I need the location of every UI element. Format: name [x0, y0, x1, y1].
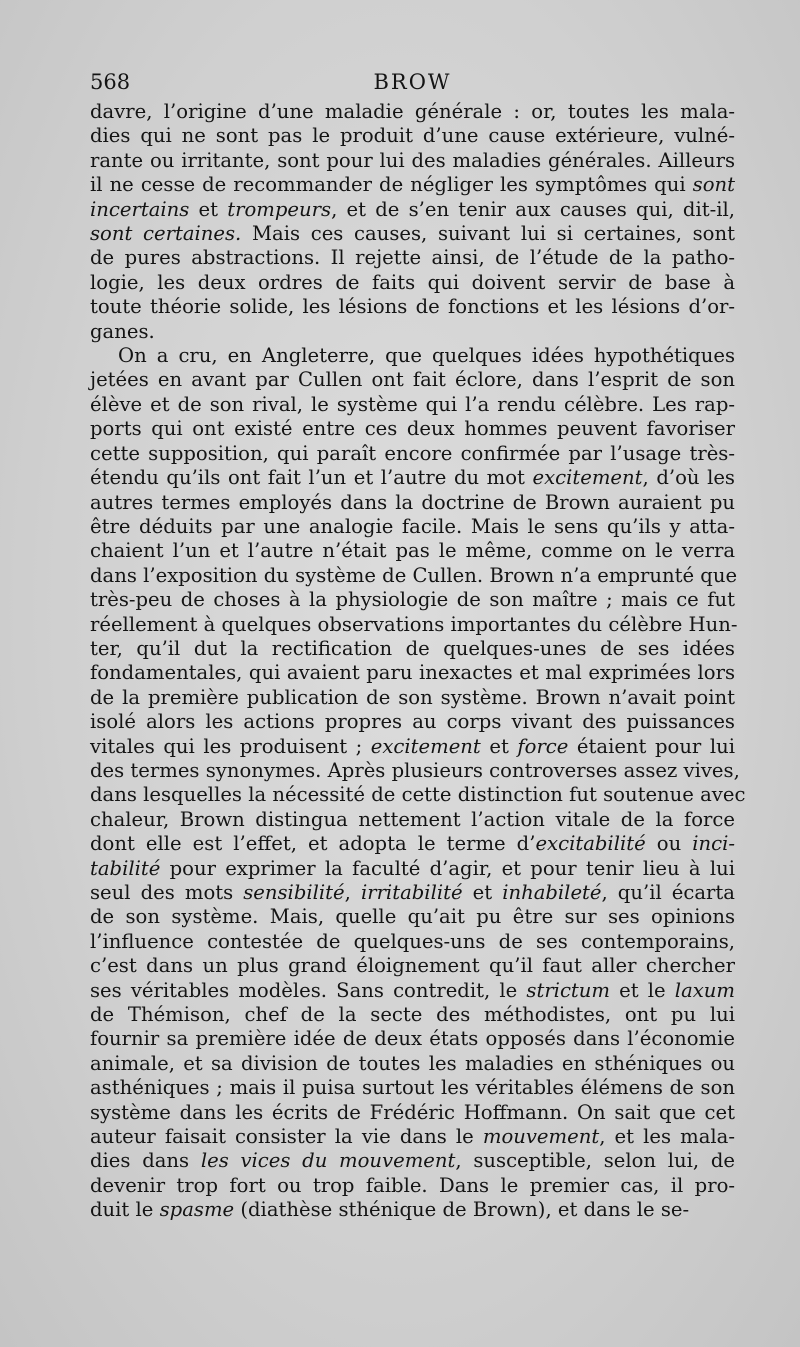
text-line	[90, 563, 738, 588]
text-segment: chaleur, Brown distingua nettement l’action vitale de la force	[90, 807, 735, 831]
text-segment: logie, les deux ordres de faits qui doivent servir de base à	[90, 270, 735, 294]
text-line	[90, 1101, 735, 1125]
text-line	[90, 783, 746, 807]
text-segment: et	[480, 734, 518, 758]
text-line	[90, 905, 735, 929]
text-line	[90, 1052, 735, 1076]
italic-text: irritabilité	[360, 881, 463, 904]
text-line	[90, 173, 735, 197]
text-line	[90, 368, 735, 392]
text-segment: réellement à quelques observations importantes du célèbre Hun-	[90, 612, 738, 636]
text-segment: auteur faisait consister la vie dans le	[90, 1125, 483, 1149]
text-line	[90, 246, 735, 270]
italic-text: strictum	[526, 978, 610, 1002]
text-line	[90, 881, 735, 905]
text-segment: chaient l’un et l’autre n’était pas le même, comme on le verra	[90, 539, 735, 563]
italic-text: sensibilité	[243, 881, 345, 904]
text-segment: ou	[645, 832, 693, 856]
text-segment: , et de s’en tenir aux causes qui, dit-il,	[331, 197, 735, 221]
text-segment: (diathèse sthénique de Brown), et dans le se-	[234, 1198, 690, 1222]
italic-text: trompeurs	[227, 197, 332, 221]
text-segment: dans lesquelles la nécessité de cette distinction fut soutenue avec	[90, 783, 746, 807]
text-segment: vitales qui les produisent ;	[90, 734, 371, 758]
text-segment: il ne cesse de recommander de négliger les symptômes qui	[90, 173, 693, 197]
text-line	[90, 832, 735, 856]
text-line	[90, 735, 735, 759]
text-segment: ports qui ont existé entre ces deux hommes peuvent favoriser	[90, 417, 735, 441]
text-segment: Mais ces causes, suivant lui si certaines, sont	[241, 222, 735, 246]
italic-text: inhabileté	[502, 881, 602, 904]
text-line	[90, 612, 738, 637]
text-segment: être déduits par une analogie facile. Mais le sens qu’ils y atta-	[90, 514, 735, 538]
paragraph	[90, 100, 735, 344]
text-segment: et	[462, 881, 503, 904]
text-line	[90, 100, 735, 124]
text-line	[90, 637, 735, 661]
text-line	[90, 1027, 735, 1051]
text-line	[90, 1076, 735, 1100]
text-line	[90, 1125, 735, 1149]
text-line	[90, 344, 735, 368]
text-segment: duit le	[90, 1198, 160, 1222]
text-segment: très-peu de choses à la physiologie de son maître ; mais ce fut	[90, 588, 735, 612]
text-segment: autres termes employés dans la doctrine de Brown auraient pu	[90, 490, 735, 514]
text-segment: et	[189, 197, 228, 221]
text-segment: On a cru, en Angleterre, que quelques idées hypothétiques	[118, 344, 735, 368]
text-segment: animale, et sa division de toutes les maladies en sthéniques ou	[90, 1051, 735, 1075]
text-line	[90, 808, 735, 832]
text-line	[90, 271, 735, 295]
paragraph	[90, 344, 746, 1223]
text-segment: isolé alors les actions propres au corps vivant des puissances	[90, 710, 735, 734]
text-segment: et le	[610, 978, 675, 1002]
page-header	[90, 70, 735, 100]
text-line	[90, 1174, 735, 1198]
text-line	[90, 979, 735, 1003]
italic-text: les vices du mouvement	[200, 1149, 456, 1173]
text-segment: dans l’exposition du système de Cullen. Brown n’a emprunté que	[90, 563, 738, 587]
text-line	[90, 857, 735, 881]
text-line	[90, 930, 735, 954]
italic-text: excitabilité	[535, 832, 646, 856]
text-segment: dont elle est l’effet, et adopta le terme d’	[90, 832, 536, 856]
text-segment: cette supposition, qui paraît encore confirmée par l’usage très-	[90, 441, 735, 465]
text-segment: davre, l’origine d’une maladie générale : or, toutes les mala-	[90, 100, 735, 123]
text-line	[90, 515, 735, 539]
text-line	[90, 198, 735, 222]
text-segment: fondamentales, qui avaient paru inexactes et mal exprimées lors	[90, 661, 735, 685]
text-line	[90, 758, 740, 783]
text-line	[90, 149, 735, 173]
text-segment: système dans les écrits de Frédéric Hoffmann. On sait que cet	[90, 1100, 735, 1124]
body-text	[90, 100, 746, 1223]
text-line	[90, 710, 735, 734]
text-line	[90, 393, 735, 417]
text-segment: , susceptible, selon lui, de	[455, 1149, 735, 1173]
text-segment: seul des mots	[90, 881, 244, 904]
text-segment: étaient pour lui	[568, 734, 735, 758]
text-line	[90, 1003, 735, 1027]
text-segment: de son système. Mais, quelle qu’ait pu être sur ses opinions	[90, 905, 735, 929]
text-segment: de la première publication de son système. Brown n’avait point	[90, 685, 735, 709]
text-line	[90, 954, 735, 978]
text-segment: jetées en avant par Cullen ont fait éclore, dans l’esprit de son	[90, 368, 735, 392]
text-segment: de Thémison, chef de la secte des méthodistes, ont pu lui	[90, 1003, 735, 1027]
text-line	[90, 661, 735, 685]
italic-text: sont certaines.	[90, 222, 242, 246]
text-segment: ses véritables modèles. Sans contredit, le	[90, 978, 527, 1002]
text-segment: c’est dans un plus grand éloignement qu’il faut aller chercher	[90, 954, 735, 978]
text-segment: , d’où les	[642, 466, 735, 490]
text-segment: fournir sa première idée de deux états opposés dans l’économie	[90, 1027, 735, 1051]
text-segment: de pures abstractions. Il rejette ainsi, de l’étude de la patho-	[90, 246, 735, 270]
italic-text: force	[517, 734, 569, 758]
text-line	[90, 222, 735, 246]
text-line	[90, 320, 735, 344]
text-segment: , qu’il écarta	[601, 881, 735, 904]
text-line	[90, 295, 735, 319]
italic-text: excitement	[370, 734, 481, 758]
italic-text: sont	[692, 173, 735, 197]
text-segment: ganes.	[90, 319, 155, 343]
text-segment: , et les mala-	[599, 1125, 735, 1149]
text-segment: dies dans	[90, 1149, 201, 1173]
text-segment: l’influence contestée de quelques-uns de ses contemporains,	[90, 929, 735, 953]
text-segment: rante ou irritante, sont pour lui des maladies générales. Ailleurs	[90, 148, 735, 172]
text-line	[90, 442, 735, 466]
text-segment: élève et de son rival, le système qui l’a rendu célèbre. Les rap-	[90, 392, 735, 416]
text-segment: étendu qu’ils ont fait l’un et l’autre du mot	[90, 466, 533, 490]
text-segment: des termes synonymes. Après plusieurs controverses assez vives,	[90, 758, 740, 782]
text-segment: asthéniques ; mais il puisa surtout les véritables élémens de son	[90, 1076, 735, 1100]
text-segment: toute théorie solide, les lésions de fonctions et les lésions d’or-	[90, 295, 735, 319]
text-line	[90, 466, 735, 490]
text-segment: dies qui ne sont pas le produit d’une cause extérieure, vulné-	[90, 124, 735, 148]
text-line	[90, 539, 735, 563]
italic-text: incertains	[90, 197, 190, 221]
text-line	[90, 1149, 735, 1173]
italic-text: mouvement	[482, 1125, 600, 1149]
italic-text: spasme	[159, 1198, 235, 1222]
text-line	[90, 491, 735, 515]
text-line	[90, 686, 735, 710]
text-segment: devenir trop fort ou trop faible. Dans le premier cas, il pro-	[90, 1173, 735, 1197]
text-segment: ter, qu’il dut la rectification de quelques-unes de ses idées	[90, 636, 735, 660]
text-line	[90, 417, 735, 441]
running-title: BROW	[373, 70, 452, 94]
italic-text: laxum	[674, 978, 735, 1002]
text-segment: ,	[344, 881, 361, 904]
italic-text: excitement	[532, 466, 643, 490]
page-number: 568	[90, 70, 131, 94]
text-line	[90, 124, 735, 148]
text-line	[90, 1198, 735, 1222]
text-segment: pour exprimer la faculté d’agir, et pour tenir lieu à lui	[160, 856, 735, 880]
text-line	[90, 588, 735, 612]
italic-text: tabilité	[90, 856, 161, 880]
italic-text: inci-	[692, 832, 735, 856]
